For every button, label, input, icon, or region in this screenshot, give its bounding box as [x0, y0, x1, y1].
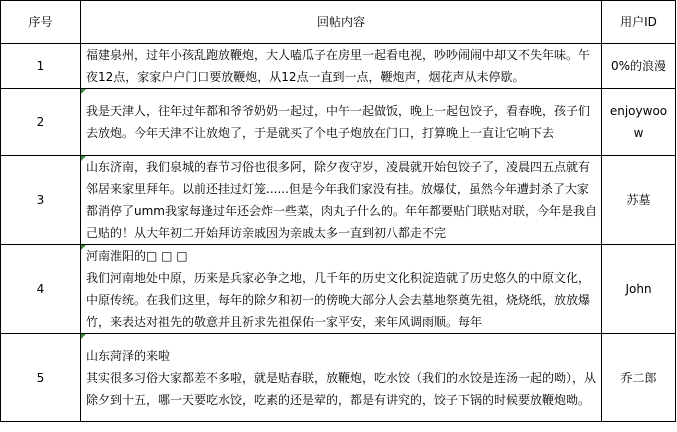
table-row [1, 44, 676, 89]
table-row [1, 89, 676, 156]
row-seq: 4 [1, 245, 81, 334]
row-user-id: 乔二郎 [602, 334, 676, 422]
row-content-block [86, 245, 598, 333]
row-seq: 2 [1, 89, 81, 156]
header-seq: 序号 [1, 1, 81, 44]
row-user-id: enjoywoow [602, 89, 676, 156]
row-user-id: 苏墓 [602, 156, 676, 245]
row-content-cell [81, 89, 602, 156]
row-content-cell [81, 156, 602, 245]
row-content: 其实很多习俗大家都差不多啦，就是贴春联，放鞭炮，吃水饺（我们的水饺是连汤一起的呦），从除夕到十五，哪一天要吃水饺，吃素的还是荤的，都是有讲究的，饺子下锅的时候要放鞭炮呦。 [86, 370, 597, 407]
row-content: 我是天津人，往年过年都和爷爷奶奶一起过，中午一起做饭，晚上一起包饺子，看春晚，孩子们去放炮。今年天津不让放炮了，于是就买了个电子炮放在门口，打算晚上一直让它响下去 [86, 104, 591, 140]
table-header-row [1, 1, 676, 44]
row-user-id: 0%的浪漫 [602, 44, 676, 89]
cell-comment-marker [81, 245, 86, 250]
row-seq: 5 [1, 334, 81, 422]
row-seq: 3 [1, 156, 81, 245]
cell-comment-marker [81, 334, 86, 339]
row-content-cell [81, 44, 602, 89]
table-row [1, 334, 676, 422]
row-content: 山东济南，我们泉城的春节习俗也很多阿，除夕夜守岁，凌晨就开始包饺子了，凌晨四五点就有邻居来家里拜年。以前还挂过灯笼......但是今年我们家没有挂。放爆仗，虽然今年遭封杀了大家都消停了umm我家每逢过年还会炸一些菜，肉丸子什么的。年年都要贴门联贴对联，今年是我自己贴的！从大年初二开始拜访亲戚因为亲戚太多一直到初八都走不完 [86, 160, 597, 240]
row-content: 我们河南地处中原，历来是兵家必争之地，几千年的历史文化积淀造就了历史悠久的中原文化，中原传统。在我们这里，每年的除夕和初一的傍晚大部分人会去墓地祭奠先祖，烧烧纸，放放爆竹，来表达对祖先的敬意并且祈求先祖保佑一家平安，来年风调雨顺。每年 [86, 271, 591, 329]
header-user-id: 用户ID [602, 1, 676, 44]
header-content: 回帖内容 [81, 1, 602, 44]
table-row [1, 245, 676, 334]
row-seq: 1 [1, 44, 81, 89]
cell-comment-marker [81, 89, 86, 94]
row-content-cell [81, 245, 602, 334]
table-row [1, 156, 676, 245]
row-content: 福建泉州，过年小孩乱跑放鞭炮，大人嗑瓜子在房里一起看电视，吵吵闹闹中却又不失年味。午夜12点，家家户户门口要放鞭炮，从12点一直到一点，鞭炮声，烟花声从未停歇。 [86, 48, 591, 84]
cell-comment-marker [81, 156, 86, 161]
row-user-id: John [602, 245, 676, 334]
row-content-cell [81, 334, 602, 422]
row-title: 河南淮阳的□ □ □ [86, 249, 188, 263]
row-content-block [86, 345, 598, 411]
row-title: 山东菏泽的来啦 [86, 348, 171, 363]
